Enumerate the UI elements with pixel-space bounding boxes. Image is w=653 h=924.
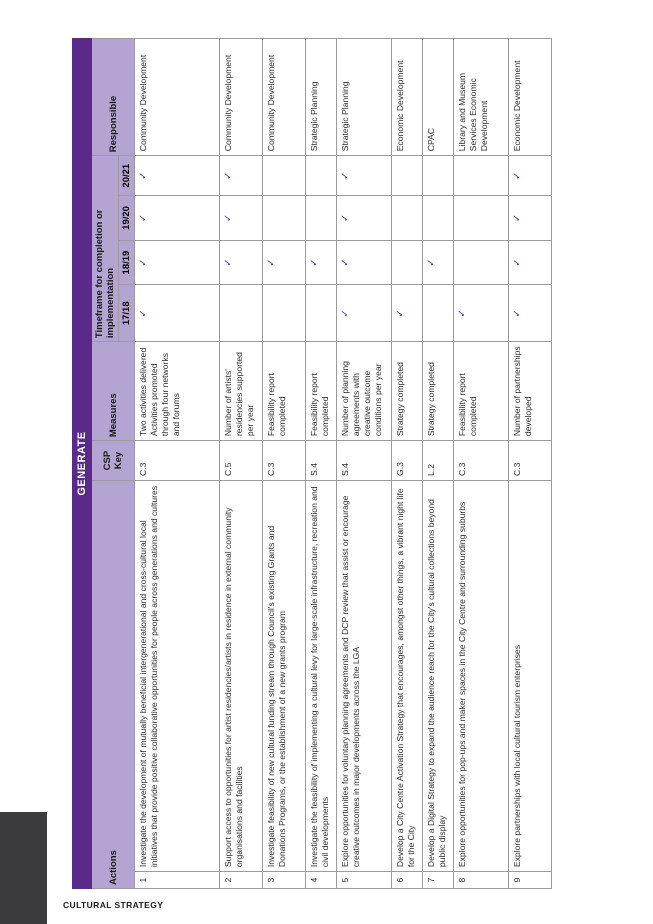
table-row bbox=[392, 39, 423, 889]
tick-icon: ✓ bbox=[423, 240, 454, 285]
tick-icon bbox=[454, 240, 509, 285]
tick-icon bbox=[423, 156, 454, 196]
tick-icon bbox=[423, 285, 454, 342]
row-responsible: Library and Museum Services Economic Development bbox=[454, 39, 509, 156]
tick-icon: ✓ bbox=[135, 156, 220, 196]
tick-icon: ✓ bbox=[454, 285, 509, 342]
row-measures: Strategy completed bbox=[423, 342, 454, 441]
row-measures: Two activities delivered Activities promoted through four networks and forums bbox=[135, 342, 220, 441]
row-number: 7 bbox=[423, 872, 454, 889]
header-actions: Actions bbox=[92, 480, 135, 888]
row-csp-key: C.3 bbox=[454, 441, 509, 481]
row-number: 3 bbox=[263, 872, 306, 889]
row-csp-key: G.3 bbox=[392, 441, 423, 481]
header-year-1718: 17/18 bbox=[119, 285, 135, 342]
row-csp-key: S.4 bbox=[337, 441, 392, 481]
table-stage bbox=[72, 38, 588, 889]
tick-icon: ✓ bbox=[220, 156, 263, 196]
tick-icon: ✓ bbox=[509, 285, 552, 342]
tick-icon: ✓ bbox=[509, 196, 552, 241]
header-year-1920: 19/20 bbox=[119, 196, 135, 241]
row-measures: Number of partnerships developed bbox=[509, 342, 552, 441]
tick-icon: ✓ bbox=[135, 285, 220, 342]
row-action: Investigate feasibility of new cultural funding stream through Council's existing Grants and Donations Programs, or the establishment of a new grants program bbox=[263, 480, 306, 871]
table-row bbox=[509, 39, 552, 889]
row-measures: Number of planning agreements with creative outcome conditions per year bbox=[337, 342, 392, 441]
row-number: 8 bbox=[454, 872, 509, 889]
header-year-1819: 18/19 bbox=[119, 240, 135, 285]
row-responsible: Community Development bbox=[263, 39, 306, 156]
tick-icon bbox=[220, 285, 263, 342]
row-number: 1 bbox=[135, 872, 220, 889]
row-responsible: CPAC bbox=[423, 39, 454, 156]
generate-table bbox=[72, 38, 552, 889]
tick-icon: ✓ bbox=[220, 240, 263, 285]
table-row bbox=[135, 39, 220, 889]
table-row bbox=[454, 39, 509, 889]
tick-icon: ✓ bbox=[306, 240, 337, 285]
row-action: Support access to opportunities for artist residencies/artists in residence in external community organisations and facilities bbox=[220, 480, 263, 871]
table-row bbox=[423, 39, 454, 889]
tick-icon: ✓ bbox=[337, 285, 392, 342]
row-responsible: Strategic Planning bbox=[306, 39, 337, 156]
header-year-2021: 20/21 bbox=[119, 156, 135, 196]
tick-icon: ✓ bbox=[135, 240, 220, 285]
tick-icon bbox=[392, 240, 423, 285]
row-number: 9 bbox=[509, 872, 552, 889]
header-timeframe: Timeframe for completion or implementation bbox=[92, 156, 119, 342]
tick-icon bbox=[306, 196, 337, 241]
tick-icon: ✓ bbox=[337, 196, 392, 241]
row-action: Investigate the development of mutually beneficial intergenerational and cross-cultural local initiatives that provide positive collaborative opportunities for people across generations and cultures bbox=[135, 480, 220, 871]
tick-icon: ✓ bbox=[509, 156, 552, 196]
tick-icon bbox=[454, 156, 509, 196]
row-measures: Strategy completed bbox=[392, 342, 423, 441]
tick-icon bbox=[263, 156, 306, 196]
row-measures: Feasibility report completed bbox=[263, 342, 306, 441]
side-tab-block bbox=[0, 812, 47, 924]
row-number: 4 bbox=[306, 872, 337, 889]
tick-icon: ✓ bbox=[263, 240, 306, 285]
row-measures: Number of artists' residencies supported per year bbox=[220, 342, 263, 441]
row-csp-key: S.4 bbox=[306, 441, 337, 481]
table-row bbox=[306, 39, 337, 889]
row-responsible: Community Development bbox=[220, 39, 263, 156]
row-responsible: Strategic Planning bbox=[337, 39, 392, 156]
section-banner: GENERATE bbox=[73, 39, 92, 889]
row-number: 2 bbox=[220, 872, 263, 889]
tick-icon bbox=[392, 196, 423, 241]
table-row bbox=[220, 39, 263, 889]
table-row bbox=[263, 39, 306, 889]
row-action: Investigate the feasibility of implementing a cultural levy for large-scale infrastructure, recreation and civil developments bbox=[306, 480, 337, 871]
row-responsible: Economic Development bbox=[392, 39, 423, 156]
tick-icon bbox=[306, 156, 337, 196]
row-responsible: Economic Development bbox=[509, 39, 552, 156]
tick-icon bbox=[263, 196, 306, 241]
row-action: Develop a Digital Strategy to expand the audience reach for the City's cultural collections beyond public display bbox=[423, 480, 454, 871]
row-csp-key: C.3 bbox=[135, 441, 220, 481]
row-action: Explore opportunities for pop-ups and maker spaces in the City Centre and surrounding suburbs bbox=[454, 480, 509, 871]
tick-icon: ✓ bbox=[509, 240, 552, 285]
tick-icon bbox=[454, 196, 509, 241]
tick-icon: ✓ bbox=[135, 196, 220, 241]
row-number: 6 bbox=[392, 872, 423, 889]
tick-icon bbox=[423, 196, 454, 241]
tick-icon bbox=[392, 156, 423, 196]
tick-icon: ✓ bbox=[220, 196, 263, 241]
header-responsible: Responsible bbox=[92, 39, 135, 156]
row-action: Explore partnerships with local cultural tourism enterprises bbox=[509, 480, 552, 871]
row-measures: Feasibility report completed bbox=[306, 342, 337, 441]
row-measures: Feasibility report completed bbox=[454, 342, 509, 441]
rotated-table-wrapper bbox=[72, 38, 588, 889]
row-csp-key: L.2 bbox=[423, 441, 454, 481]
row-number: 5 bbox=[337, 872, 392, 889]
tick-icon bbox=[306, 285, 337, 342]
table-row bbox=[337, 39, 392, 889]
tick-icon: ✓ bbox=[392, 285, 423, 342]
row-csp-key: C.3 bbox=[509, 441, 552, 481]
footer-label: CULTURAL STRATEGY bbox=[63, 900, 164, 910]
row-responsible: Community Development bbox=[135, 39, 220, 156]
tick-icon bbox=[263, 285, 306, 342]
row-action: Develop a City Centre Activation Strategy that encourages, amongst other things, a vibrant night life for the City bbox=[392, 480, 423, 871]
header-measures: Measures bbox=[92, 342, 135, 441]
tick-icon: ✓ bbox=[337, 240, 392, 285]
row-csp-key: C.5 bbox=[220, 441, 263, 481]
header-csp-key: CSP Key bbox=[92, 441, 135, 481]
tick-icon: ✓ bbox=[337, 156, 392, 196]
row-csp-key: C.3 bbox=[263, 441, 306, 481]
row-action: Explore opportunities for voluntary planning agreements and DCP review that assist or encourage creative outcomes in major developments across the LGA bbox=[337, 480, 392, 871]
